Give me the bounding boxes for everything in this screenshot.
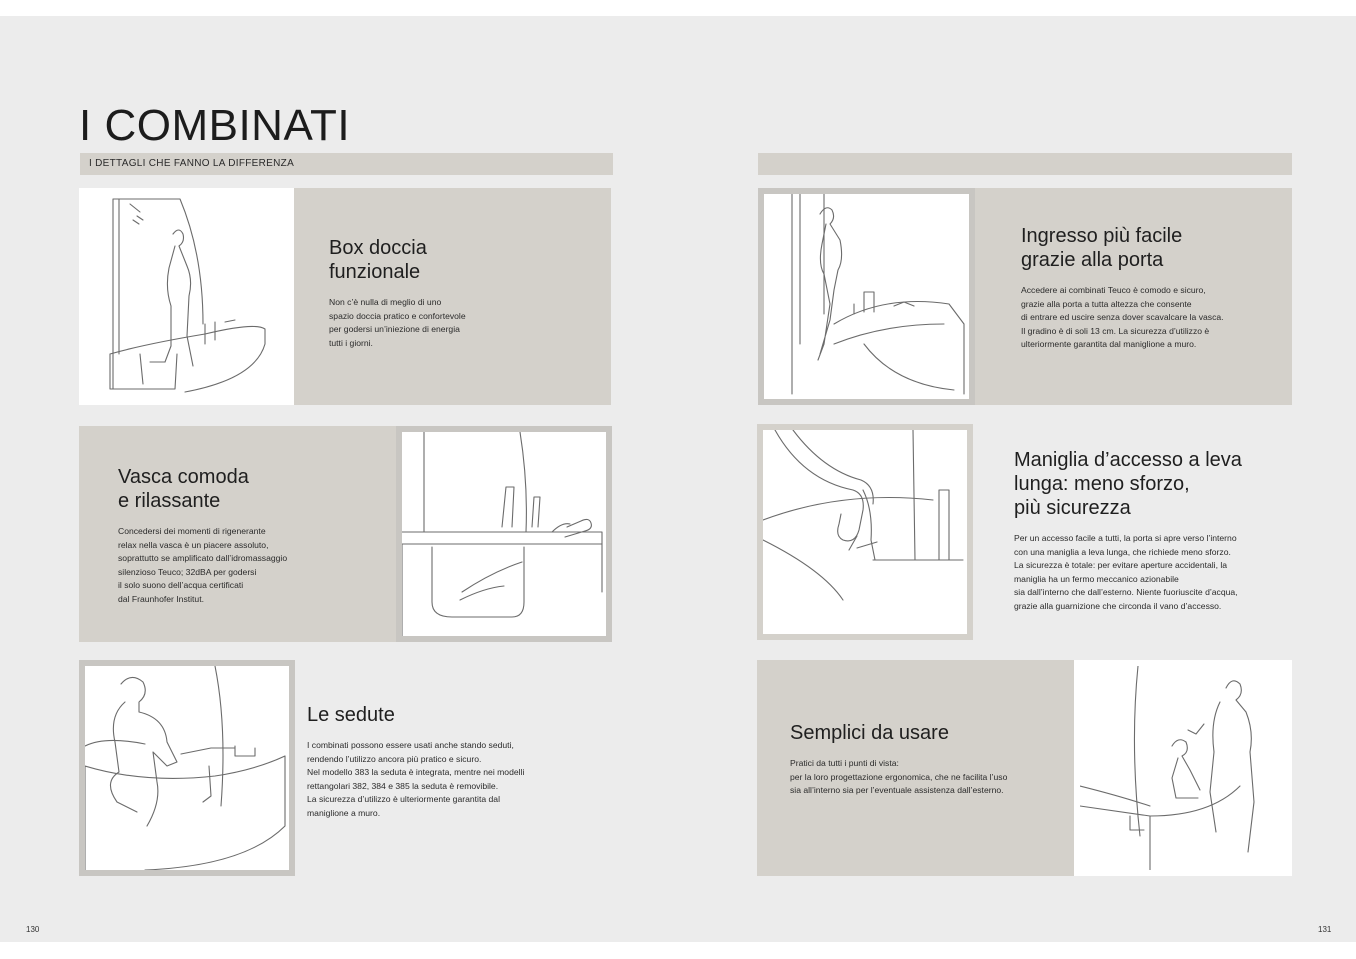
shower-box-illustration: [79, 188, 294, 405]
feature-heading: Semplici da usare: [790, 722, 949, 744]
door-entry-illustration: [758, 188, 975, 405]
seat-illustration: [79, 660, 295, 876]
feature-text: Accedere ai combinati Teuco è comodo e sicuro, grazie alla porta a tutta altezza che consente di entrare ed uscire senza dover scavalcare la vasca. Il gradino è di soli 13 cm. La sicurezza d’utilizzo è ulteriormente garantita dal maniglione a muro.: [1021, 285, 1224, 350]
assisted-use-illustration: [1074, 660, 1292, 876]
feature-heading: Maniglia d’accesso a leva lunga: meno sforzo, più sicurezza: [1014, 449, 1242, 519]
bathtub-relax-icon: [402, 432, 606, 636]
feature-text: Pratici da tutti i punti di vista: per la loro progettazione ergonomica, che ne facilita l’uso sia all’interno sia per l’eventuale assistenza dall’esterno.: [790, 758, 1008, 796]
seat-icon: [85, 666, 289, 870]
page-number-left: 130: [26, 925, 40, 934]
feature-heading: Vasca comoda e rilassante: [118, 466, 249, 512]
lever-handle-icon: [763, 430, 967, 634]
page-number-right: 131: [1318, 925, 1332, 934]
lever-handle-illustration: [757, 424, 973, 640]
feature-heading: Le sedute: [307, 704, 395, 726]
right-header-bar: [758, 153, 1292, 175]
feature-text: Non c’è nulla di meglio di uno spazio doccia pratico e confortevole per godersi un’iniezione di energia tutti i giorni.: [329, 297, 466, 348]
feature-heading: Ingresso più facile grazie alla porta: [1021, 225, 1183, 271]
feature-text: Concedersi dei momenti di rigenerante relax nella vasca è un piacere assoluto, soprattutto se amplificato dall’idromassaggio silenzioso Teuco; 32dBA per godersi il solo suono dell’acqua certificati dal Fraunhofer Institut.: [118, 526, 288, 604]
shower-box-icon: [85, 194, 288, 399]
feature-heading: Box doccia funzionale: [329, 237, 427, 283]
door-entry-icon: [764, 194, 969, 399]
page-title: I COMBINATI: [79, 101, 351, 150]
assisted-use-icon: [1080, 666, 1286, 870]
feature-text: I combinati possono essere usati anche stando seduti, rendendo l’utilizzo ancora più pratico e sicuro. Nel modello 383 la seduta è integrata, mentre nei modelli rettangolari 382, 384 e 385 la seduta è removibile. La sicurezza d’utilizzo è ulteriormente garantita dal maniglione a muro.: [307, 740, 525, 818]
bathtub-relax-illustration: [396, 426, 612, 642]
subtitle-bar: [80, 153, 613, 175]
feature-text: Per un accesso facile a tutti, la porta si apre verso l’interno con una maniglia a leva lunga, che richiede meno sforzo. La sicurezza è totale: per evitare aperture accidentali, la maniglia ha un fermo meccanico azionabile sia dall’interno che dall’esterno. Niente fuoriuscite d’acqua, grazie alla guarnizione che circonda il vano d’accesso.: [1014, 533, 1238, 611]
subtitle: I DETTAGLI CHE FANNO LA DIFFERENZA: [89, 158, 295, 169]
